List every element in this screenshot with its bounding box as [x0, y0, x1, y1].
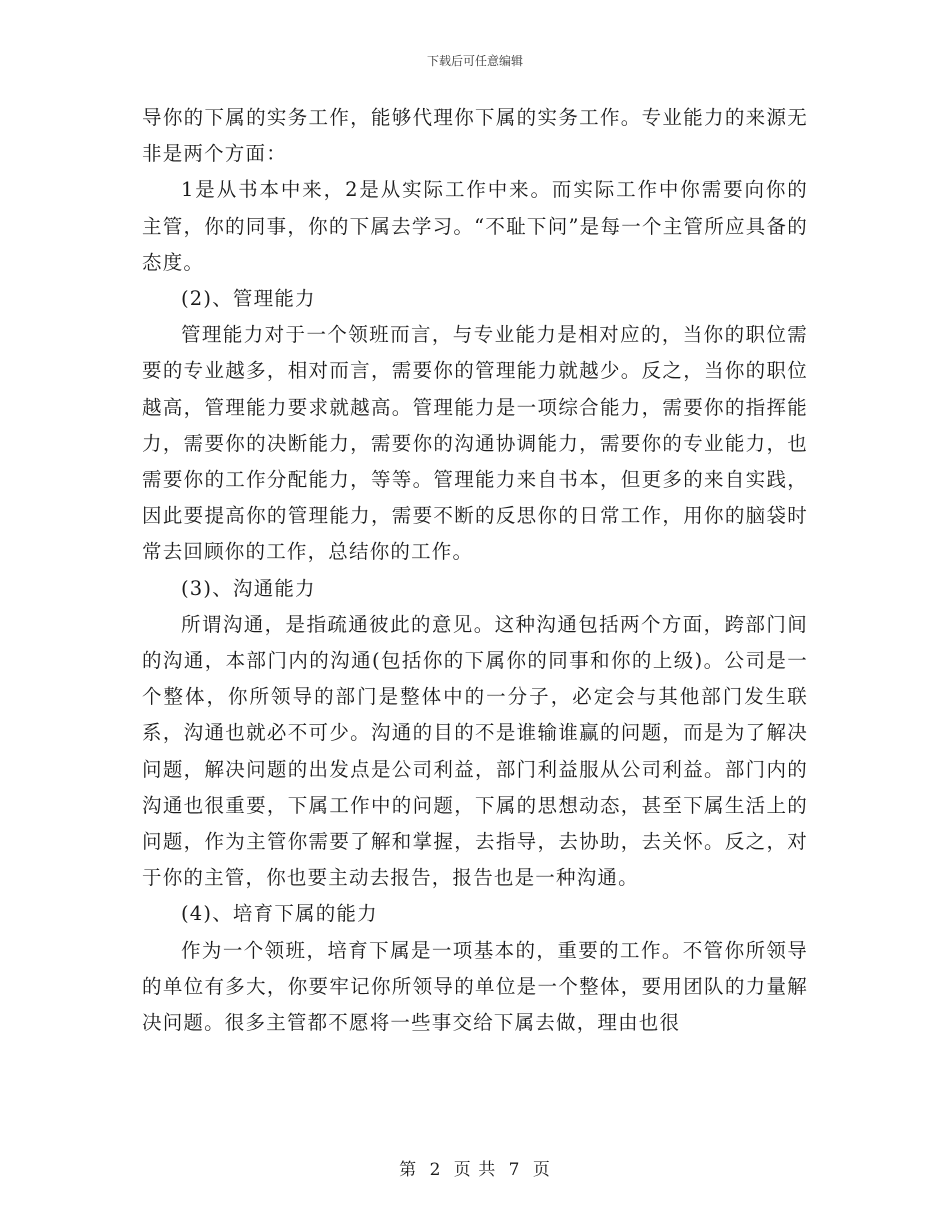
body-text — [142, 100, 808, 1041]
total-pages-number: 7 — [508, 1160, 521, 1180]
footer-suffix: 页 — [532, 1160, 551, 1180]
section-heading: (4)、培育下属的能力 — [181, 902, 378, 926]
current-page-number: 2 — [429, 1160, 442, 1180]
section-heading: (3)、沟通能力 — [181, 576, 316, 600]
paragraph: 1是从书本中来，2是从实际工作中来。而实际工作中你需要向你的主管，你的同事，你的下属去学习。“不耻下问”是每一个主管所应具备的态度。 — [142, 178, 808, 274]
footer-prefix: 第 — [399, 1160, 418, 1180]
paragraph: 所谓沟通，是指疏通彼此的意见。这种沟通包括两个方面，跨部门间的沟通，本部门内的沟通(包括你的下属你的同事和你的上级)。公司是一个整体，你所领导的部门是整体中的一分子，必定会与其他部门发生联系，沟通也就必不可少。沟通的目的不是谁输谁赢的问题，而是为了解决问题，解决问题的出发点是公司利益，部门利益服从公司利益。部门内的沟通也很重要，下属工作中的问题，下属的思想动态，甚至下属生活上的问题，作为主管你需要了解和掌握，去指导，去协助，去关怀。反之，对于你的主管，你也要主动去报告，报告也是一种沟通。 — [142, 612, 808, 890]
paragraph: 导你的下属的实务工作，能够代理你下属的实务工作。专业能力的来源无非是两个方面： — [142, 106, 808, 166]
paragraph: 作为一个领班，培育下属是一项基本的，重要的工作。不管你所领导的单位有多大，你要牢记你所领导的单位是一个整体，要用团队的力量解决问题。很多主管都不愿将一些事交给下属去做，理由也很 — [142, 938, 808, 1035]
page-footer — [0, 1155, 950, 1180]
paragraph: 管理能力对于一个领班而言，与专业能力是相对应的，当你的职位需要的专业越多，相对而言，需要你的管理能力就越少。反之，当你的职位越高，管理能力要求就越高。管理能力是一项综合能力，需要你的指挥能力，需要你的决断能力，需要你的沟通协调能力，需要你的专业能力，也需要你的工作分配能力，等等。管理能力来自书本，但更多的来自实践，因此要提高你的管理能力，需要不断的反思你的日常工作，用你的脑袋时常去回顾你的工作，总结你的工作。 — [142, 323, 808, 564]
footer-middle: 页 共 — [453, 1160, 497, 1180]
section-heading: (2)、管理能力 — [181, 287, 316, 311]
page-header-note: 下载后可任意编辑 — [426, 54, 523, 68]
